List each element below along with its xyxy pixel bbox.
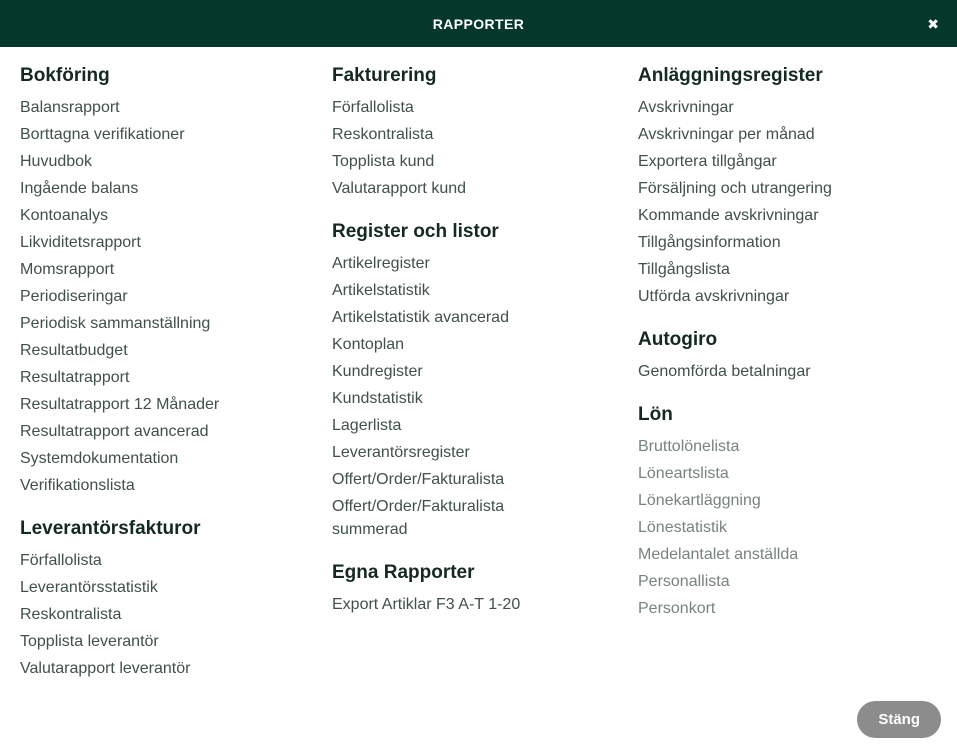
report-link[interactable]: Personkort — [638, 600, 716, 617]
report-link[interactable]: Resultatrapport avancerad — [20, 423, 209, 440]
report-link[interactable]: Medelantalet anställda — [638, 546, 799, 563]
report-link[interactable]: Balansrapport — [20, 99, 120, 116]
report-list — [332, 591, 638, 618]
report-link[interactable]: Avskrivningar per månad — [638, 126, 815, 143]
reports-column-1 — [20, 63, 332, 699]
report-link[interactable]: Systemdokumentation — [20, 450, 179, 467]
report-list — [20, 547, 332, 682]
report-section — [20, 63, 332, 499]
section-heading: Autogiro — [638, 329, 718, 350]
report-link[interactable]: Artikelregister — [332, 255, 430, 272]
report-link[interactable]: Löneartslista — [638, 465, 729, 482]
report-link[interactable]: Lönekartläggning — [638, 492, 761, 509]
report-link[interactable]: Ingående balans — [20, 180, 139, 197]
report-link[interactable]: Periodiseringar — [20, 288, 128, 305]
report-link[interactable]: Kontoplan — [332, 336, 405, 353]
modal-title: RAPPORTER — [432, 15, 525, 32]
report-link[interactable]: Förfallolista — [20, 552, 102, 569]
report-link[interactable]: Tillgångsinformation — [638, 234, 781, 251]
report-link[interactable]: Artikelstatistik — [332, 282, 430, 299]
report-link[interactable]: Kontoanalys — [20, 207, 109, 224]
section-heading: Fakturering — [332, 65, 437, 86]
section-heading: Egna Rapporter — [332, 562, 475, 583]
report-list — [638, 94, 957, 310]
report-link[interactable]: Artikelstatistik avancerad — [332, 309, 509, 326]
report-link[interactable]: Tillgångslista — [638, 261, 730, 278]
report-link[interactable]: Valutarapport kund — [332, 180, 467, 197]
report-link[interactable]: Leverantörsregister — [332, 444, 470, 461]
reports-column-2 — [332, 63, 638, 699]
report-link[interactable]: Topplista kund — [332, 153, 435, 170]
report-link[interactable]: Periodisk sammanställning — [20, 315, 211, 332]
report-list — [638, 433, 957, 622]
modal-header — [0, 0, 957, 47]
report-link[interactable]: Avskrivningar — [638, 99, 734, 116]
report-link[interactable]: Exportera tillgångar — [638, 153, 777, 170]
report-link[interactable]: Kundregister — [332, 363, 423, 380]
report-link[interactable]: Likviditetsrapport — [20, 234, 141, 251]
report-link[interactable]: Offert/Order/Fakturalista — [332, 471, 505, 488]
report-link[interactable]: Utförda avskrivningar — [638, 288, 790, 305]
report-link[interactable]: Momsrapport — [20, 261, 115, 278]
report-link[interactable]: Bruttolönelista — [638, 438, 740, 455]
report-link[interactable]: Export Artiklar F3 A-T 1-20 — [332, 596, 521, 613]
close-icon[interactable]: ✖ — [927, 15, 939, 32]
report-link[interactable]: Borttagna verifikationer — [20, 126, 185, 143]
section-heading: Register och listor — [332, 221, 499, 242]
report-link[interactable]: Verifikationslista — [20, 477, 135, 494]
report-link[interactable]: Resultatrapport — [20, 369, 130, 386]
report-link[interactable]: Huvudbok — [20, 153, 93, 170]
report-link[interactable]: Resultatbudget — [20, 342, 128, 359]
report-link[interactable]: Kommande avskrivningar — [638, 207, 819, 224]
report-section — [638, 63, 957, 310]
report-link[interactable]: Offert/Order/Fakturalista summerad — [332, 498, 505, 538]
report-link[interactable]: Lagerlista — [332, 417, 402, 434]
section-heading: Leverantörsfakturor — [20, 518, 201, 539]
section-heading: Bokföring — [20, 65, 110, 86]
report-link[interactable]: Reskontralista — [20, 606, 122, 623]
report-link[interactable]: Försäljning och utrangering — [638, 180, 832, 197]
report-link[interactable]: Reskontralista — [332, 126, 434, 143]
report-section — [638, 327, 957, 385]
report-link[interactable]: Genomförda betalningar — [638, 363, 811, 380]
report-section — [332, 219, 638, 543]
report-link[interactable]: Förfallolista — [332, 99, 414, 116]
report-section — [638, 402, 957, 622]
report-section — [332, 560, 638, 618]
report-link[interactable]: Lönestatistik — [638, 519, 727, 536]
report-link[interactable]: Topplista leverantör — [20, 633, 159, 650]
reports-modal-body — [0, 47, 957, 699]
report-link[interactable]: Leverantörsstatistik — [20, 579, 158, 596]
reports-column-3 — [638, 63, 957, 699]
report-link[interactable]: Resultatrapport 12 Månader — [20, 396, 220, 413]
report-list — [332, 250, 638, 543]
section-heading: Lön — [638, 404, 673, 425]
report-list — [638, 358, 957, 385]
section-heading: Anläggningsregister — [638, 65, 823, 86]
report-section — [20, 516, 332, 682]
report-link[interactable]: Kundstatistik — [332, 390, 423, 407]
report-link[interactable]: Personallista — [638, 573, 730, 590]
report-list — [20, 94, 332, 499]
close-button[interactable]: Stäng — [857, 701, 941, 738]
report-section — [332, 63, 638, 202]
report-list — [332, 94, 638, 202]
report-link[interactable]: Valutarapport leverantör — [20, 660, 191, 677]
